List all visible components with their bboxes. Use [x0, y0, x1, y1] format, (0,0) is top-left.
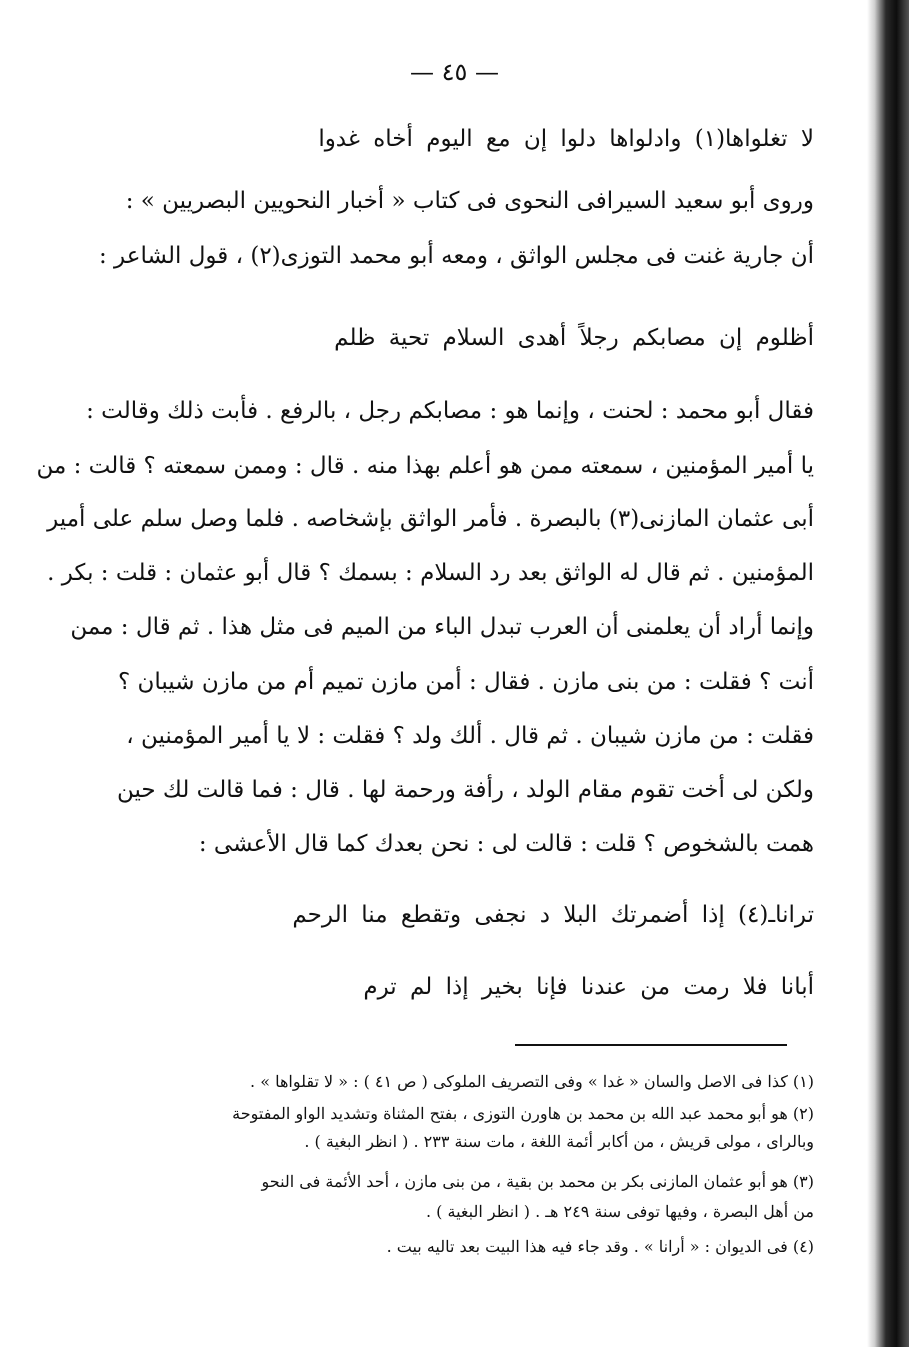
footnote-separator — [515, 1044, 787, 1046]
body-line: أنت ؟ فقلت : من بنى مازن . فقال : أمن مازن تميم أم من مازن شيبان ؟ — [117, 669, 814, 695]
footnote: من أهل البصرة ، وفيها توفى سنة ٢٤٩ هـ . ( انظر البغية ) . — [425, 1202, 814, 1221]
book-spine-shadow — [867, 0, 909, 1347]
verse-line: أبانا فلا رمت من عندنا فإنا بخير إذا لم ترم — [363, 974, 814, 1000]
footnote: (٤) فى الديوان : « أرانا » . وقد جاء فيه هذا البيت بعد تاليه بيت . — [386, 1237, 814, 1256]
body-line: فقال أبو محمد : لحنت ، وإنما هو : مصابكم رجل ، بالرفع . فأبت ذلك وقالت : — [86, 398, 814, 424]
body-line: همت بالشخوص ؟ قلت : قالت لى : نحن بعدك كما قال الأعشى : — [198, 831, 814, 857]
body-line: ولكن لى أخت تقوم مقام الولد ، رأفة ورحمة لها . قال : فما قالت لك حين — [116, 777, 814, 803]
body-line: المؤمنين . ثم قال له الواثق بعد رد السلام : بسمك ؟ قال أبو عثمان : قلت : بكر . — [47, 560, 814, 586]
body-line: يا أمير المؤمنين ، سمعته ممن هو أعلم بهذا منه . قال : وممن سمعته ؟ قالت : من — [36, 453, 814, 479]
verse-line: لا تغلواها(١) وادلواها دلوا إن مع اليوم أخاه غدوا — [318, 126, 814, 152]
body-line: أن جارية غنت فى مجلس الواثق ، ومعه أبو محمد التوزى(٢) ، قول الشاعر : — [98, 243, 814, 269]
verse-line: أظلوم إن مصابكم رجلاً أهدى السلام تحية ظلم — [334, 325, 814, 351]
footnote: (٢) هو أبو محمد عبد الله بن محمد بن هاورن التوزى ، بفتح المثناة وتشديد الواو المفتوحة — [232, 1104, 814, 1123]
footnote: وبالراى ، مولى قريش ، من أكابر أئمة اللغة ، مات سنة ٢٣٣ . ( انظر البغية ) . — [304, 1132, 814, 1151]
footnote: (١) كذا فى الاصل والسان « غدا » وفى التصريف الملوكى ( ص ٤١ ) : « لا تقلواها » . — [250, 1072, 814, 1091]
body-line: فقلت : من مازن شيبان . ثم قال . ألك ولد ؟ فقلت : لا يا أمير المؤمنين ، — [126, 723, 814, 749]
footnote: (٣) هو أبو عثمان المازنى بكر بن محمد بن بقية ، من بنى مازن ، أحد الأئمة فى النحو — [261, 1172, 814, 1191]
body-line: وإنما أراد أن يعلمنى أن العرب تبدل الباء من الميم فى مثل هذا . ثم قال : ممن — [70, 614, 814, 640]
body-line: أبى عثمان المازنى(٣) بالبصرة . فأمر الواثق بإشخاصه . فلما وصل سلم على أمير — [47, 506, 814, 532]
page-number: — ٤٥ — — [409, 58, 500, 86]
body-line: وروى أبو سعيد السيرافى النحوى فى كتاب « أخبار النحويين البصريين » : — [125, 188, 814, 214]
verse-line: تراناـ(٤) إذا أضمرتك البلا د نجفى وتقطع منا الرحم — [292, 902, 814, 928]
